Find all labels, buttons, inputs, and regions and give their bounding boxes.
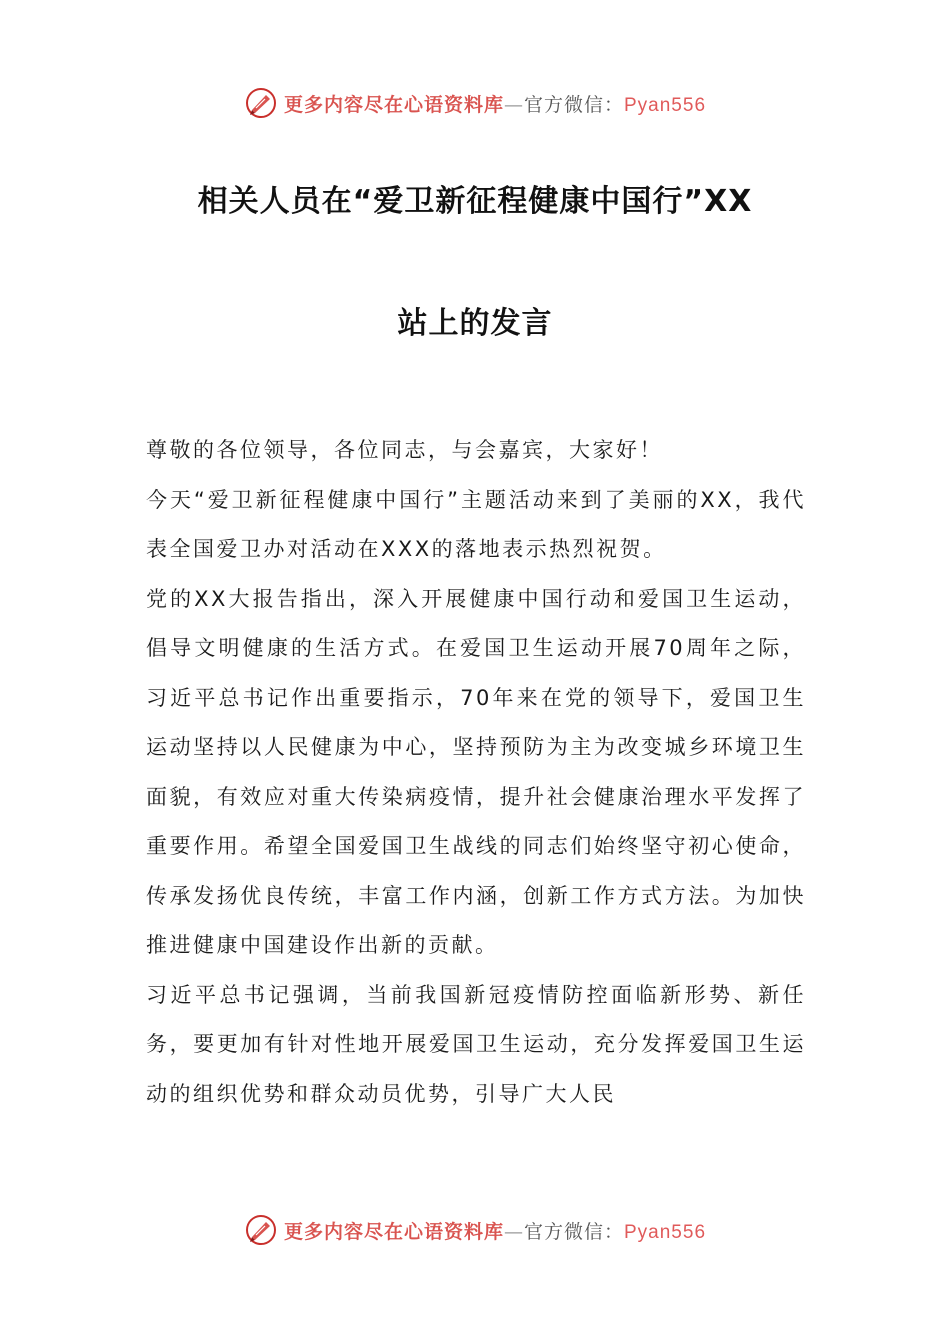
paragraph-report: 党的XX大报告指出，深入开展健康中国行动和爱国卫生运动，倡导文明健康的生活方式。在爱国卫生运动开展70周年之际，习近平总书记作出重要指示，70年来在党的领导下，爱国卫生运动坚持以人民健康为中心，坚持预防为主为改变城乡环境卫生面貌，有效应对重大传染病疫情，提升社会健康治理水平发挥了重要作用。希望全国爱国卫生战线的同志们始终坚守初心使命，传承发扬优良传统，丰富工作内涵，创新工作方式方法。为加快推进健康中国建设作出新的贡献。 xyxy=(146,586,806,957)
watermark-brand: 更多内容尽在心语资料库 xyxy=(283,1220,504,1243)
watermark-separator: — xyxy=(503,1220,524,1243)
pen-nib-icon xyxy=(244,86,278,120)
document-title-line-2: 站上的发言 xyxy=(397,306,553,341)
watermark-wechat-id: Pyan556 xyxy=(624,1221,707,1243)
paragraph-opening: 今天“爱卫新征程健康中国行”主题活动来到了美丽的XX，我代表全国爱卫办对活动在XXX的落地表示热烈祝贺。 xyxy=(146,487,806,561)
watermark-footer xyxy=(0,1210,950,1250)
document-title-line-1: 相关人员在“爱卫新征程健康中国行”XX xyxy=(197,184,753,219)
watermark-wechat-id: Pyan556 xyxy=(624,94,707,116)
watermark-header xyxy=(0,83,950,123)
watermark-brand: 更多内容尽在心语资料库 xyxy=(283,93,504,116)
document-body xyxy=(146,426,806,1119)
watermark-separator: — xyxy=(503,93,524,116)
paragraph-greeting: 尊敬的各位领导，各位同志，与会嘉宾，大家好！ xyxy=(146,438,663,462)
watermark-text xyxy=(284,90,706,117)
watermark-text xyxy=(284,1217,706,1244)
pen-nib-icon xyxy=(244,1213,278,1247)
paragraph-emphasis: 习近平总书记强调，当前我国新冠疫情防控面临新形势、新任务，要更加有针对性地开展爱国卫生运动，充分发挥爱国卫生运动的组织优势和群众动员优势，引导广大人民 xyxy=(146,982,806,1106)
watermark-label: 官方微信： xyxy=(523,93,624,116)
watermark-label: 官方微信： xyxy=(523,1220,624,1243)
